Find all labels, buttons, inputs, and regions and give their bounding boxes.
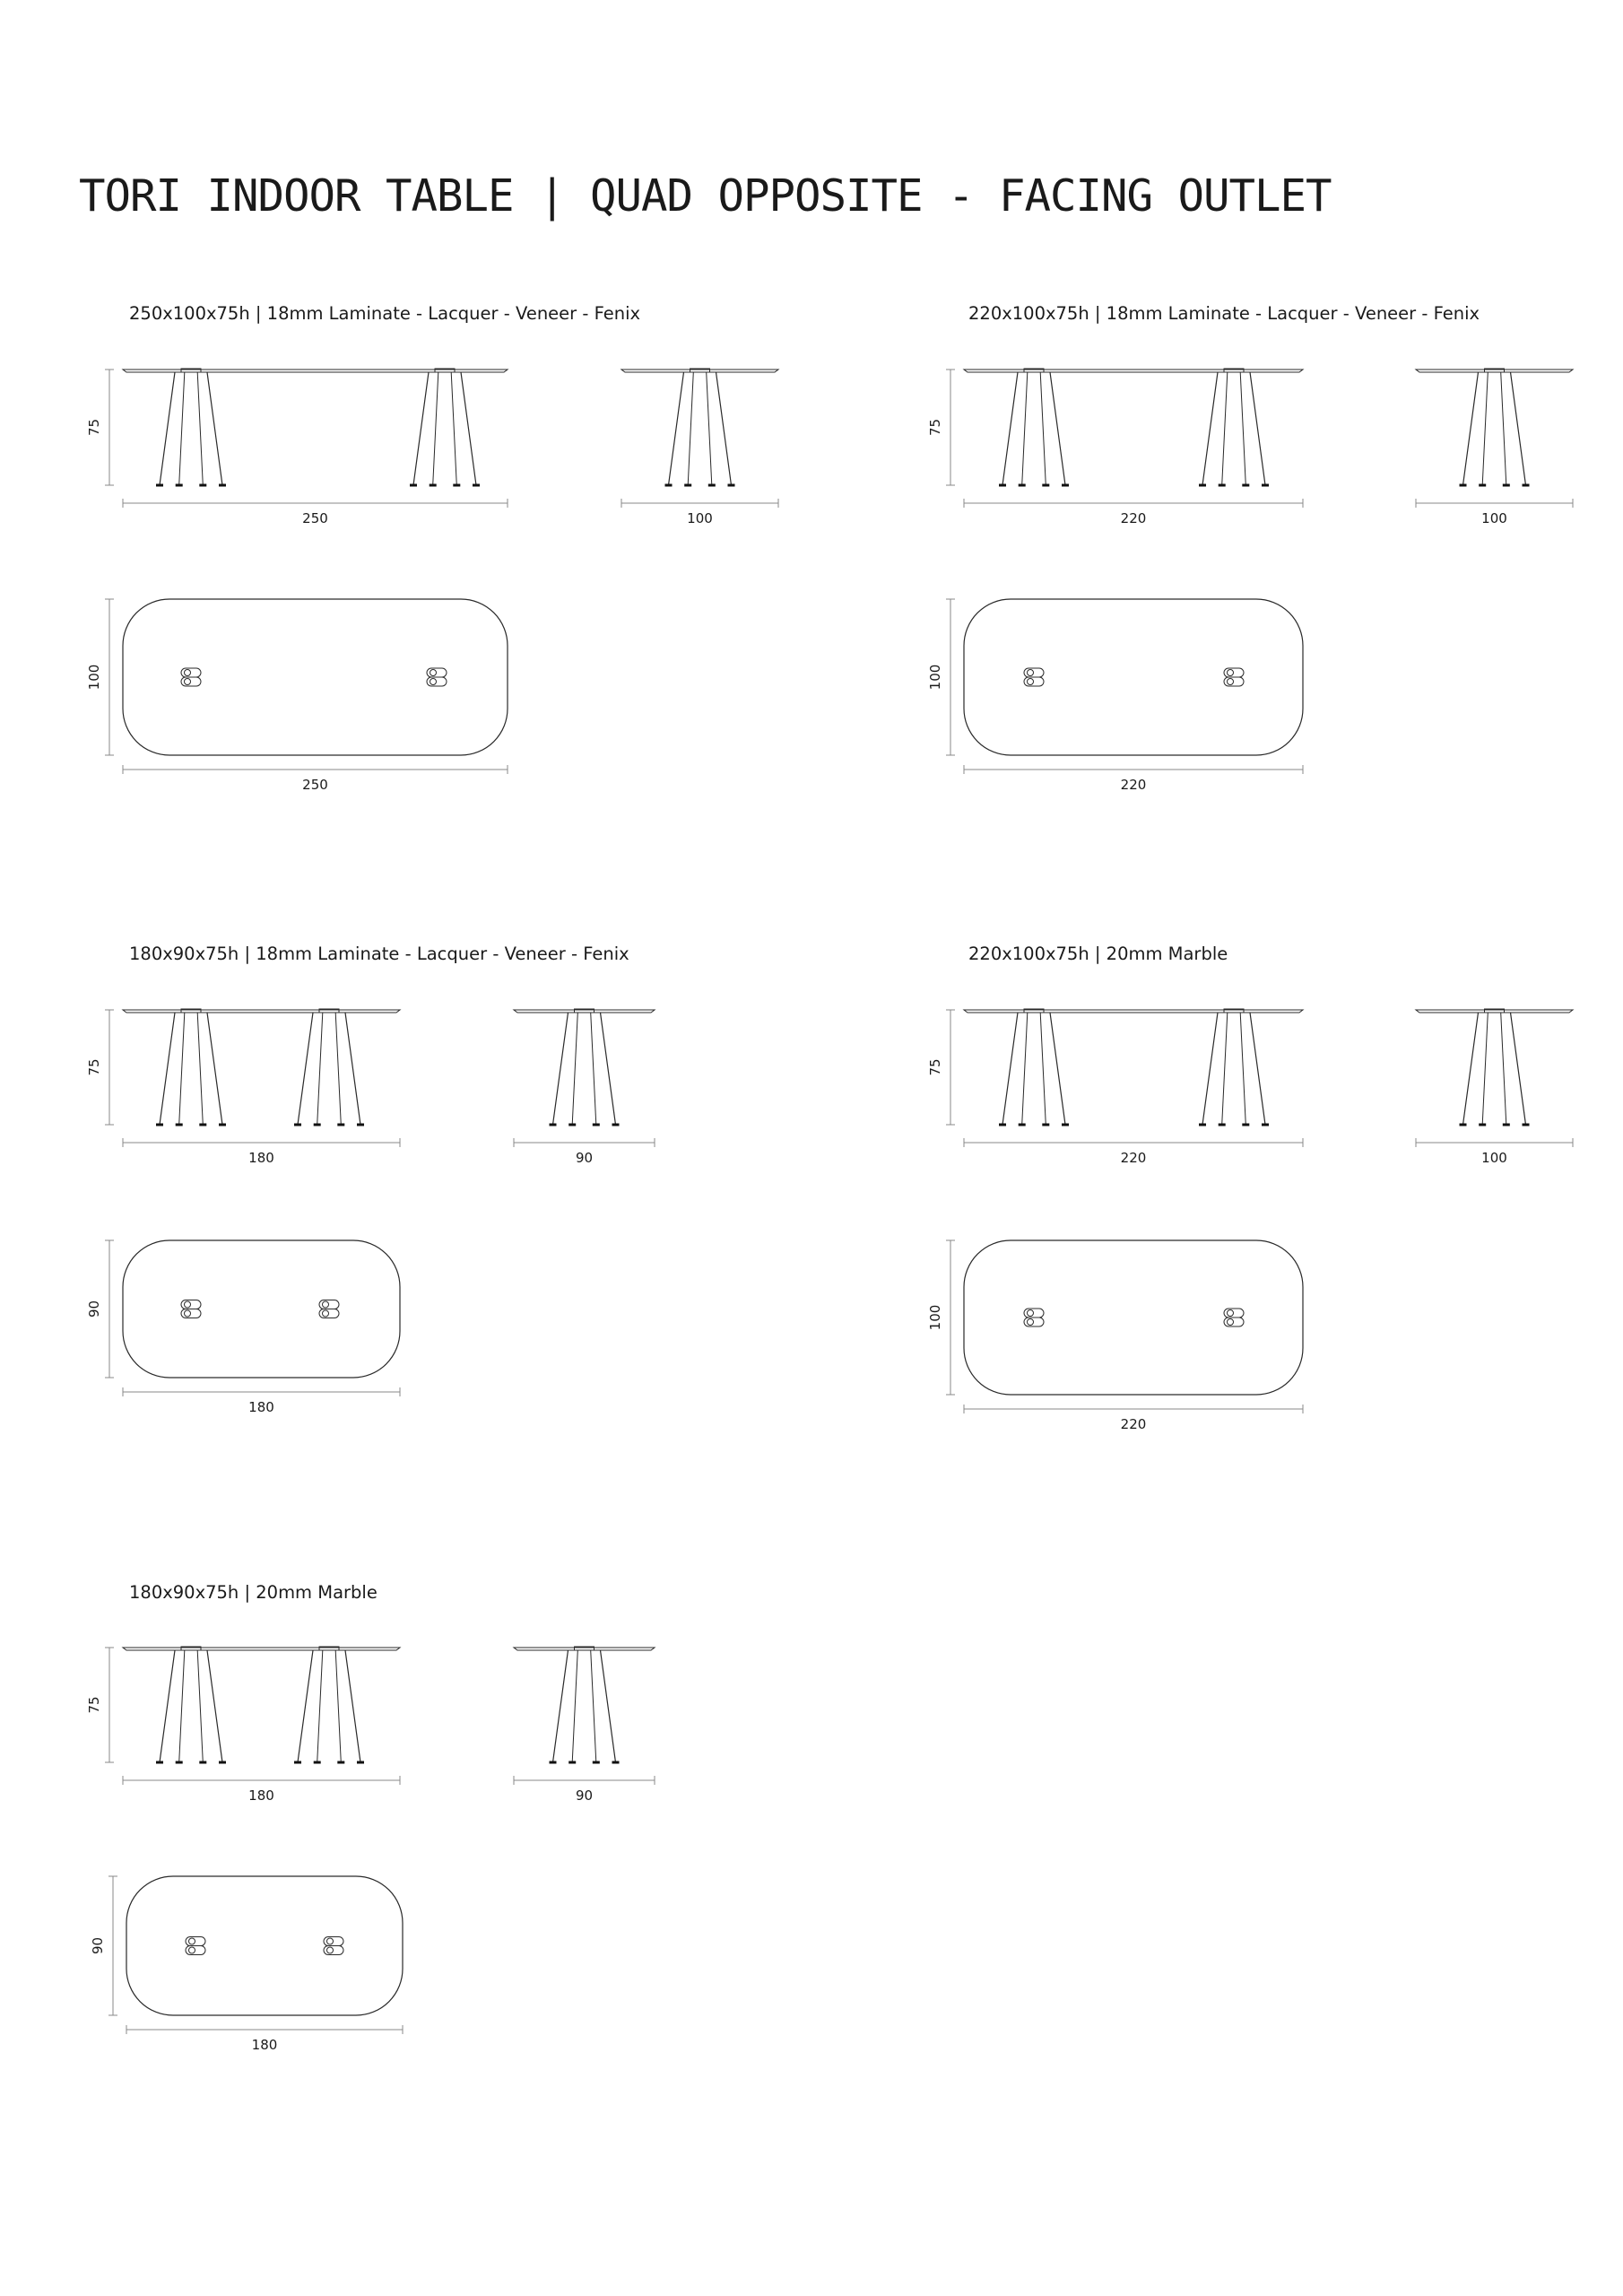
table-5-heading: 180x90x75h | 20mm Marble: [129, 1582, 378, 1603]
table-5-front-height-label: 75: [86, 1696, 102, 1714]
table-3-front-pedestal-1-side-left: [160, 1013, 175, 1125]
table-3-side-pedestal-facet-2: [591, 1013, 596, 1125]
table-3-front-pedestal-1-facet-2: [197, 1013, 203, 1125]
table-1-side-pedestal-side-right: [716, 372, 732, 485]
table-1-front-width-label: 250: [302, 510, 328, 526]
table-1-heading: 250x100x75h | 18mm Laminate - Lacquer - Veneer - Fenix: [129, 303, 641, 324]
table-5-front-tabletop: [123, 1648, 400, 1650]
table-4-side-pedestal-side-left: [1463, 1013, 1479, 1125]
table-4-side-pedestal-side-right: [1511, 1013, 1526, 1125]
table-2-plan-outlet-group-1-outlet-2-socket: [1028, 679, 1034, 685]
table-1-front-pedestal-1-facet-1: [179, 372, 185, 485]
table-5-plan-outlet-group-2-outlet-2-socket: [327, 1947, 334, 1953]
table-3-front-pedestal-2-side-left: [298, 1013, 313, 1125]
table-4-front-pedestal-2-facet-2: [1240, 1013, 1245, 1125]
table-1-plan-outlet-group-2-outlet-1-socket: [430, 670, 437, 676]
table-2-front-pedestal-1-side-right: [1050, 372, 1065, 485]
table-1-front-pedestal-1-facet-2: [197, 372, 203, 485]
table-1-front-pedestal-2-facet-1: [433, 372, 438, 485]
table-3-side-pedestal-side-right: [601, 1013, 616, 1125]
table-1-side-width-label: 100: [687, 510, 713, 526]
table-3-plan-outlet-group-2-outlet-2-socket: [323, 1310, 329, 1317]
table-5-plan-outlet-group-2-outlet-1-socket: [327, 1938, 334, 1944]
table-1-front-pedestal-1-side-right: [207, 372, 222, 485]
table-2-plan-tabletop-outline: [964, 599, 1303, 755]
table-1-front-pedestal-2-side-right: [461, 372, 476, 485]
table-2-front-tabletop: [964, 370, 1303, 372]
table-1-side-pedestal-facet-1: [688, 372, 693, 485]
table-4-plan-outlet-group-2-outlet-1-socket: [1228, 1310, 1234, 1317]
table-3-side-pedestal-side-left: [553, 1013, 568, 1125]
table-4-plan-depth-label: 100: [927, 1304, 943, 1331]
table-4-front-pedestal-2-side-left: [1202, 1013, 1218, 1125]
table-4-side-width-label: 100: [1481, 1150, 1507, 1166]
table-5-side-pedestal-side-left: [553, 1650, 568, 1762]
table-4-front-pedestal-2-facet-1: [1222, 1013, 1228, 1125]
table-3-plan-outlet-group-1-outlet-2-socket: [185, 1310, 191, 1317]
table-4-plan-tabletop-outline: [964, 1240, 1303, 1395]
table-1-front-pedestal-2-side-left: [413, 372, 429, 485]
table-3-side-width-label: 90: [575, 1150, 594, 1166]
table-1-front-pedestal-1-side-left: [160, 372, 175, 485]
table-2-side-pedestal-facet-2: [1501, 372, 1506, 485]
table-3-front-height-label: 75: [86, 1058, 102, 1076]
table-2-front-pedestal-1-facet-1: [1022, 372, 1028, 485]
table-3-plan-outlet-group-2-outlet-1-socket: [323, 1301, 329, 1308]
table-2-heading: 220x100x75h | 18mm Laminate - Lacquer - Veneer - Fenix: [968, 303, 1480, 324]
table-2-front-pedestal-2-facet-2: [1240, 372, 1245, 485]
table-4-front-pedestal-1-side-left: [1002, 1013, 1018, 1125]
table-3-front-width-label: 180: [248, 1150, 274, 1166]
table-4-front-pedestal-1-side-right: [1050, 1013, 1065, 1125]
page-title: TORI INDOOR TABLE | QUAD OPPOSITE - FACING OUTLET: [79, 170, 1332, 222]
table-5-front-pedestal-1-side-right: [207, 1650, 222, 1762]
table-3-front-pedestal-2-facet-2: [335, 1013, 341, 1125]
table-5-front-width-label: 180: [248, 1787, 274, 1804]
table-2-plan-outlet-group-1-outlet-1-socket: [1028, 670, 1034, 676]
table-4-front-width-label: 220: [1120, 1150, 1147, 1166]
table-4-front-tabletop: [964, 1010, 1303, 1013]
table-5-front-pedestal-1-facet-1: [179, 1650, 185, 1762]
table-2-plan-width-label: 220: [1120, 777, 1147, 793]
table-1-plan-outlet-group-1-outlet-1-socket: [185, 670, 191, 676]
table-5-front-pedestal-2-facet-1: [317, 1650, 323, 1762]
table-3-front-pedestal-2-facet-1: [317, 1013, 323, 1125]
table-5-front-pedestal-2-facet-2: [335, 1650, 341, 1762]
table-4-front-pedestal-1-facet-1: [1022, 1013, 1028, 1125]
table-3-plan-width-label: 180: [248, 1399, 274, 1415]
table-4-plan-outlet-group-1-outlet-2-socket: [1028, 1319, 1034, 1326]
table-5-side-pedestal-facet-2: [591, 1650, 596, 1762]
table-2-front-pedestal-1-facet-2: [1040, 372, 1046, 485]
table-3-plan-outlet-group-1-outlet-1-socket: [185, 1301, 191, 1308]
table-2-front-width-label: 220: [1120, 510, 1147, 526]
table-3-front-pedestal-2-side-right: [345, 1013, 360, 1125]
table-1-plan-outlet-group-1-outlet-2-socket: [185, 679, 191, 685]
table-5-plan-outlet-group-1-outlet-1-socket: [189, 1938, 195, 1944]
table-2-plan-depth-label: 100: [927, 664, 943, 691]
table-3-front-pedestal-1-facet-1: [179, 1013, 185, 1125]
table-4-plan-outlet-group-2-outlet-2-socket: [1228, 1319, 1234, 1326]
table-5-front-pedestal-1-facet-2: [197, 1650, 203, 1762]
table-2-side-pedestal-side-right: [1511, 372, 1526, 485]
table-4-front-height-label: 75: [927, 1058, 943, 1076]
table-1-front-height-label: 75: [86, 418, 102, 437]
table-5-plan-depth-label: 90: [90, 1936, 106, 1955]
table-5-front-pedestal-2-side-left: [298, 1650, 313, 1762]
table-1-plan-width-label: 250: [302, 777, 328, 793]
table-1-plan-outlet-group-2-outlet-2-socket: [430, 679, 437, 685]
table-5-plan-tabletop-outline: [126, 1876, 403, 2015]
table-5-side-pedestal-facet-1: [572, 1650, 577, 1762]
table-2-front-pedestal-1-side-left: [1002, 372, 1018, 485]
table-2-plan-outlet-group-2-outlet-2-socket: [1228, 679, 1234, 685]
table-2-side-pedestal-side-left: [1463, 372, 1479, 485]
table-4-plan-outlet-group-1-outlet-1-socket: [1028, 1310, 1034, 1317]
table-2-front-pedestal-2-facet-1: [1222, 372, 1228, 485]
table-2-front-pedestal-2-side-right: [1250, 372, 1265, 485]
table-1-front-pedestal-2-facet-2: [451, 372, 456, 485]
table-5-side-pedestal-side-right: [601, 1650, 616, 1762]
table-5-front-pedestal-2-side-right: [345, 1650, 360, 1762]
table-4-side-pedestal-facet-1: [1482, 1013, 1488, 1125]
table-5-plan-width-label: 180: [251, 2037, 278, 2053]
table-4-front-pedestal-2-side-right: [1250, 1013, 1265, 1125]
table-5-side-width-label: 90: [575, 1787, 594, 1804]
table-4-side-pedestal-facet-2: [1501, 1013, 1506, 1125]
table-3-heading: 180x90x75h | 18mm Laminate - Lacquer - Veneer - Fenix: [129, 944, 629, 964]
table-4-heading: 220x100x75h | 20mm Marble: [968, 944, 1228, 964]
table-5-front-pedestal-1-side-left: [160, 1650, 175, 1762]
table-3-front-tabletop: [123, 1010, 400, 1013]
table-2-plan-outlet-group-2-outlet-1-socket: [1228, 670, 1234, 676]
table-2-front-height-label: 75: [927, 418, 943, 437]
table-1-plan-tabletop-outline: [123, 599, 508, 755]
table-3-plan-tabletop-outline: [123, 1240, 400, 1378]
table-3-plan-depth-label: 90: [86, 1300, 102, 1318]
table-4-front-pedestal-1-facet-2: [1040, 1013, 1046, 1125]
table-3-front-pedestal-1-side-right: [207, 1013, 222, 1125]
table-1-side-pedestal-facet-2: [707, 372, 712, 485]
table-2-side-width-label: 100: [1481, 510, 1507, 526]
table-4-plan-width-label: 220: [1120, 1416, 1147, 1432]
table-1-plan-depth-label: 100: [86, 664, 102, 691]
table-3-side-pedestal-facet-1: [572, 1013, 577, 1125]
table-1-side-pedestal-side-left: [669, 372, 684, 485]
table-2-front-pedestal-2-side-left: [1202, 372, 1218, 485]
table-5-plan-outlet-group-1-outlet-2-socket: [189, 1947, 195, 1953]
table-2-side-pedestal-facet-1: [1482, 372, 1488, 485]
